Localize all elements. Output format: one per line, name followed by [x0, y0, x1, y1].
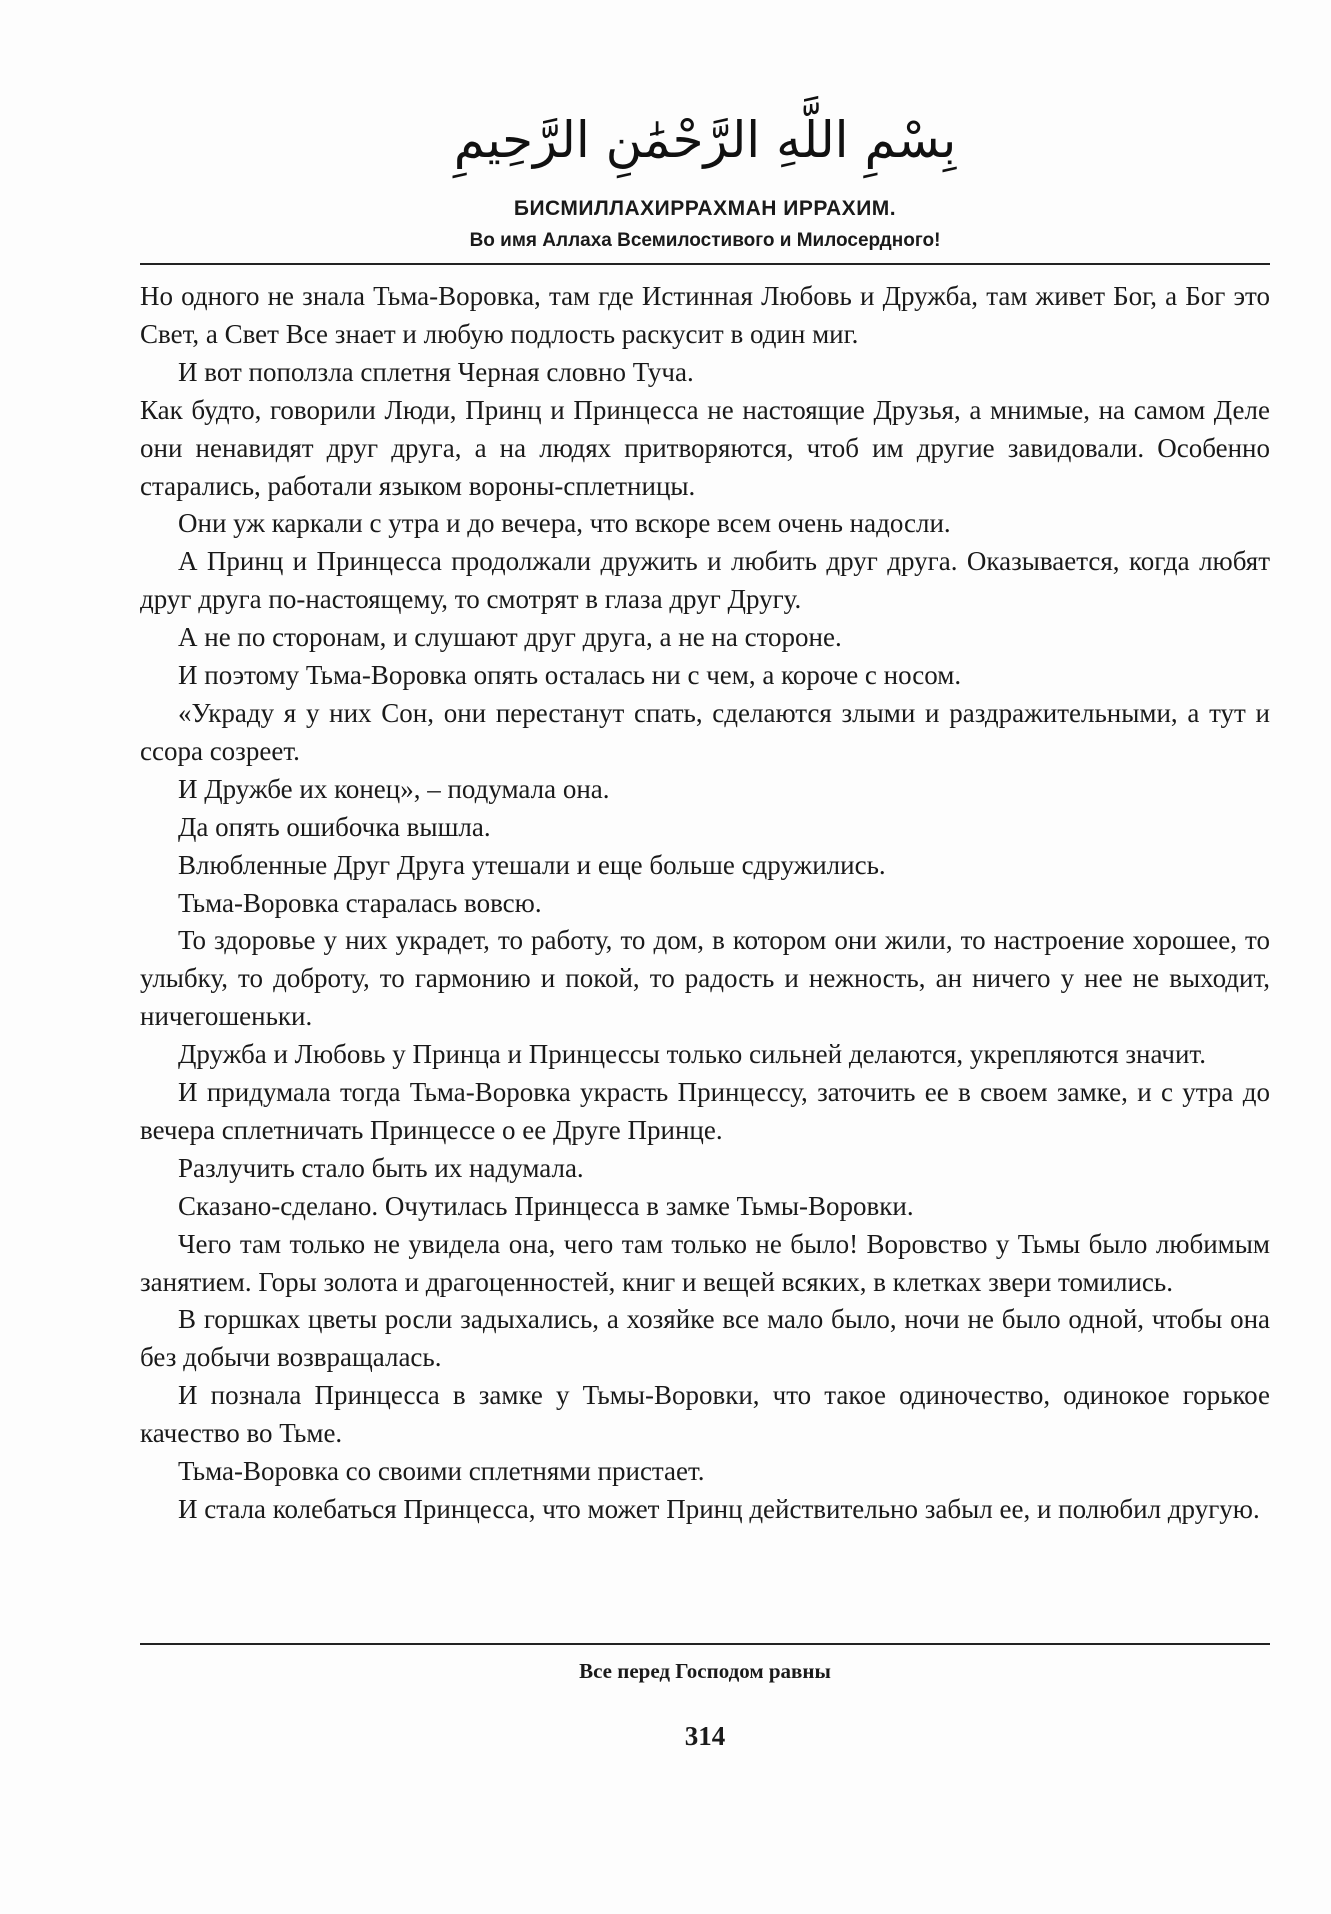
bismillah-calligraphy: بِسْمِ اللَّهِ الرَّحْمَٰنِ الرَّحِيمِ — [453, 111, 957, 169]
paragraph: Чего там только не увидела она, чего там только не было! Воровство у Тьмы было любимым занятием. Горы золота и драгоценностей, книг и вещей всяких, в клетках звери томились. — [140, 1228, 1270, 1297]
paragraph: Разлучить стало быть их надумала. — [178, 1152, 584, 1183]
paragraph: А Принц и Принцесса продолжали дружить и любить друг друга. Оказывается, когда любят друг друга по-настоящему, то смотрят в глаза друг Другу. — [140, 546, 1270, 615]
paragraph: И поэтому Тьма-Воровка опять осталась ни с чем, а короче с носом. — [178, 660, 962, 691]
paragraph: И придумала тогда Тьма-Воровка украсть Принцессу, заточить ее в своем замке, и с утра до вечера сплетничать Принцессе о ее Друге Принце. — [140, 1077, 1270, 1145]
page-number: 314 — [684, 1721, 726, 1751]
paragraph: И вот поползла сплетня Черная словно Туча. — [178, 356, 694, 387]
paragraph: И стала колебаться Принцесса, что может Принц действительно забыл ее, и полюбил другую. — [178, 1494, 1260, 1524]
paragraph: Сказано-сделано. Очутилась Принцесса в замке Тьмы-Воровки. — [178, 1190, 914, 1221]
running-footer-title: Все перед Господом равны — [579, 1659, 831, 1683]
header-divider — [140, 263, 1270, 265]
paragraph: И Дружбе их конец», – подумала она. — [178, 773, 610, 804]
paragraph: Дружба и Любовь у Принца и Принцессы только сильней делаются, укрепляются значит. — [178, 1039, 1206, 1070]
body-text — [140, 278, 1270, 1529]
bismillah-subtitle: Во имя Аллаха Всемилостивого и Милосердного! — [469, 230, 941, 251]
paragraph: Как будто, говорили Люди, Принц и Принцесса не настоящие Друзья, а мнимые, на самом Деле они ненавидят друг друга, а на людях притворяются, чтоб им другие завидовали. Особенно старались, работали языком вороны-сплетницы. — [140, 394, 1270, 501]
paragraph: Влюбленные Друг Друга утешали и еще больше сдружились. — [178, 849, 886, 880]
paragraph: В горшках цветы росли задыхались, а хозяйке все мало было, ночи не было одной, чтобы она без добычи возвращалась. — [140, 1304, 1270, 1373]
paragraph: Но одного не знала Тьма-Воровка, там где Истинная Любовь и Дружба, там живет Бог, а Бог это Свет, а Свет Все знает и любую подлость раскусит в один миг. — [140, 281, 1270, 349]
paragraph: И познала Принцесса в замке у Тьмы-Воровки, что такое одиночество, одинокое горькое качество во Тьме. — [140, 1380, 1270, 1449]
paragraph: Тьма-Воровка старалась вовсю. — [178, 887, 542, 918]
page-header — [140, 108, 1270, 256]
paragraph: «Украду я у них Сон, они перестанут спать, сделаются злыми и раздражительными, а тут и ссора созреет. — [140, 697, 1270, 766]
paragraph: То здоровье у них украдет, то работу, то дом, в котором они жили, то настроение хорошее, то улыбку, то доброту, то гармонию и покой, то радость и нежность, ан ничего у нее не выходит, ничегошеньки. — [140, 925, 1270, 1032]
paragraph: А не по сторонам, и слушают друг друга, а не на стороне. — [178, 622, 842, 653]
paragraph: Тьма-Воровка со своими сплетнями пристает. — [178, 1456, 705, 1487]
paragraph: Да опять ошибочка вышла. — [178, 811, 491, 842]
footer-divider — [140, 1643, 1270, 1645]
paragraph: Они уж каркали с утра и до вечера, что вскоре всем очень надосли. — [178, 508, 951, 539]
bismillah-title: БИСМИЛЛАХИРРАХМАН ИРРАХИМ. — [513, 197, 897, 220]
